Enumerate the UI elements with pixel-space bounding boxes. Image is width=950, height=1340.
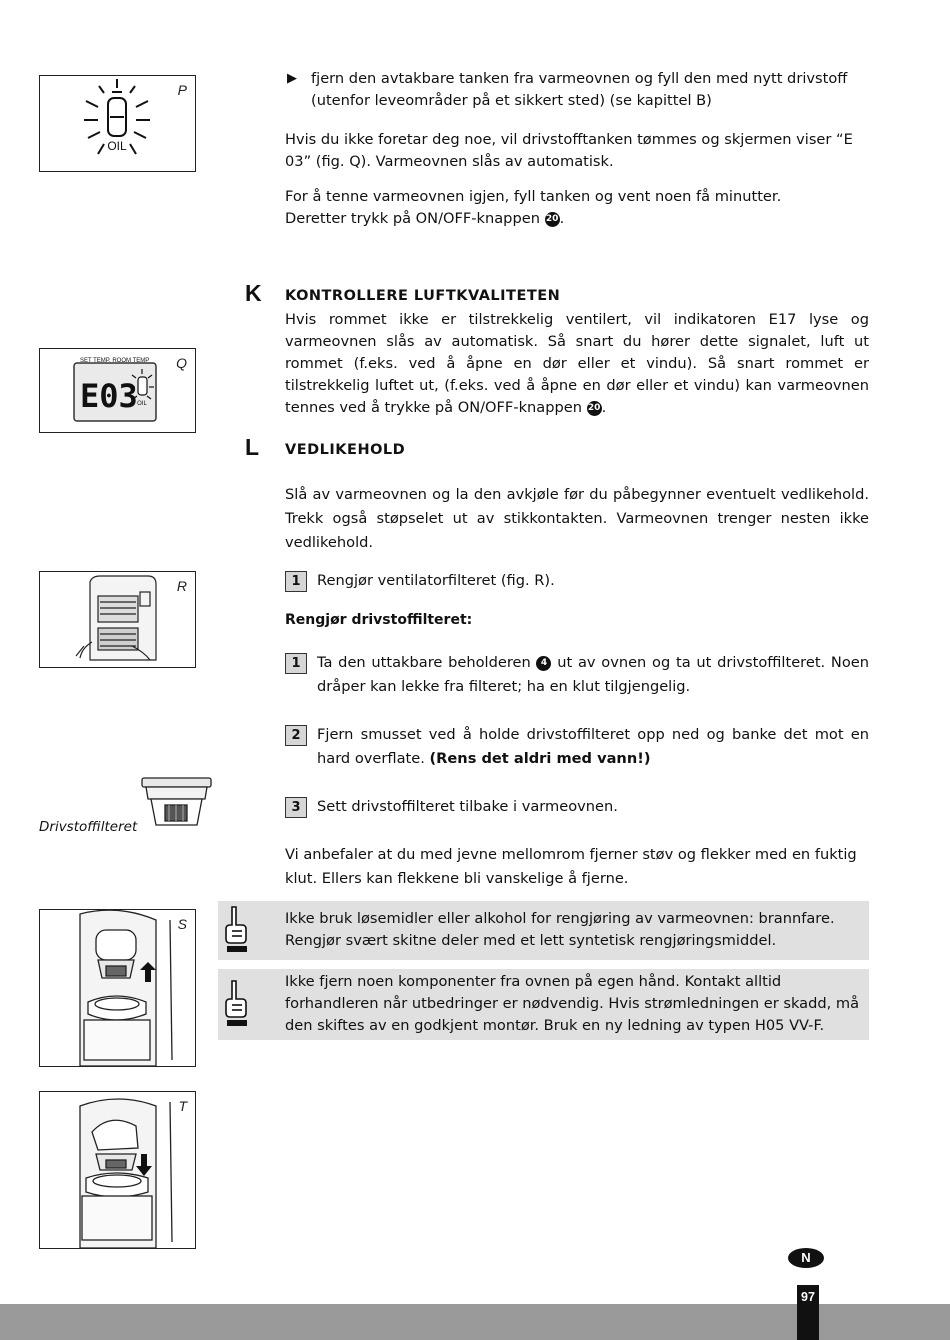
filter-insertion-illustration (40, 1092, 197, 1250)
step-clean-fan-filter: Rengjør ventilatorfilteret (fig. R). (317, 572, 555, 589)
page-number: 97 (797, 1285, 819, 1340)
step-number-box: 2 (285, 725, 307, 746)
figure-t (39, 1091, 196, 1249)
reference-number-badge: 20 (587, 401, 602, 416)
pointing-hand-icon (224, 979, 250, 1027)
relight-end: . (559, 210, 565, 227)
display-panel (40, 349, 197, 434)
refill-instruction: fjern den avtakbare tanken fra varmeovnen og fyll den med nytt drivstoff (utenfor leveområder på et sikkert sted) (se kapittel B) (311, 70, 848, 109)
display-header: SET TEMP. ROOM TEMP (80, 358, 150, 364)
pointing-hand-icon (224, 905, 250, 953)
section-letter-k: K (245, 280, 262, 306)
air-quality-paragraph (285, 309, 869, 419)
step2-text: Fjern smusset ved å holde drivstoffilteret opp ned og banke det mot en hard overflate. (317, 726, 869, 767)
step-knock-filter (317, 723, 869, 771)
step-remove-container (317, 651, 869, 699)
language-badge: N (788, 1248, 824, 1268)
maintenance-intro: Slå av varmeovnen og la den avkjøle før du påbegynner eventuelt vedlikehold. Trekk også støpselet ut av stikkontakten. Varmeovnen trenger nesten ikke vedlikehold. (285, 486, 869, 551)
step-number-box: 1 (285, 571, 307, 592)
heater-back-illustration (40, 572, 197, 669)
figure-letter: S (177, 916, 187, 932)
step1-text-a: Ta den uttakbare beholderen (317, 654, 531, 671)
figure-letter: P (177, 82, 187, 98)
figure-letter: T (178, 1098, 187, 1114)
air-quality-end: . (601, 399, 607, 416)
fuel-filter-caption: Drivstoffilteret (39, 819, 138, 835)
relight-line1: For å tenne varmeovnen igjen, fyll tanken og vent noen få minutter. (285, 188, 782, 205)
oil-label: OIL (107, 139, 127, 153)
cleaning-advice: Vi anbefaler at du med jevne mellomrom fjerner støv og flekker med en fuktig klut. Ellers kan flekkene bli vanskelige å fjerne. (285, 846, 857, 887)
relight-paragraph (285, 186, 869, 230)
section-letter-l: L (245, 434, 260, 460)
filter-removal-illustration (40, 910, 197, 1068)
oil-warning-icon (40, 76, 197, 173)
fuel-filter-illustration (139, 775, 214, 833)
repair-warning-text: Ikke fjern noen komponenter fra ovnen på egen hånd. Kontakt alltid forhandleren når utbedringer er nødvendig. Hvis strømledningen er skadd, må den skiftes av en godkjent montør. Bruk en ny ledning av typen H05 VV-F. (285, 973, 860, 1034)
display-code: E03 (80, 377, 138, 415)
step-reinsert-filter: Sett drivstoffilteret tilbake i varmeovnen. (317, 798, 618, 815)
step-number-box: 1 (285, 653, 307, 674)
figure-s (39, 909, 196, 1067)
reference-number-badge: 4 (536, 656, 551, 671)
figure-letter: R (176, 578, 187, 594)
step1-text-b: ut av ovnen og ta ut drivstoffilteret. Noen dråper kan lekke fra filteret; ha en klut tilgjengelig. (317, 654, 870, 695)
air-quality-body: Hvis rommet ikke er tilstrekkelig ventilert, vil indikatoren E17 lyse og varmeovnen slås av automatisk. Så snart du hører dette signalet, luft ut rommet (f.eks. ved å åpne en dør eller et vindu). Så snart rommet er tilstrekkelig luftet ut, (f.eks. ved å åpne en dør eller et vindu) kan varmeovnen tennes ved å trykke på ON/OFF-knappen (285, 311, 869, 416)
figure-letter: Q (176, 355, 187, 371)
tank-empty-paragraph: Hvis du ikke foretar deg noe, vil drivstofftanken tømmes og skjermen viser “E 03” (fig. Q). Varmeovnen slås av automatisk. (285, 131, 853, 170)
section-title-air-quality: KONTROLLERE LUFTKVALITETEN (285, 288, 561, 304)
relight-line2: Deretter trykk på ON/OFF-knappen (285, 210, 540, 227)
bullet-arrow-icon: ▶ (287, 71, 297, 86)
display-oil-label: OIL (137, 401, 147, 407)
step-number-box: 3 (285, 797, 307, 818)
figure-q (39, 348, 196, 433)
solvent-warning-text: Ikke bruk løsemidler eller alkohol for rengjøring av varmeovnen: brannfare. Rengjør svært skitne deler med et lett syntetisk rengjøringsmiddel. (285, 910, 835, 949)
step2-warning: (Rens det aldri med vann!) (429, 750, 651, 767)
reference-number-badge: 20 (545, 212, 560, 227)
figure-p (39, 75, 196, 172)
section-title-maintenance: VEDLIKEHOLD (285, 442, 406, 458)
figure-r (39, 571, 196, 668)
fuel-filter-heading: Rengjør drivstoffilteret: (285, 612, 473, 628)
